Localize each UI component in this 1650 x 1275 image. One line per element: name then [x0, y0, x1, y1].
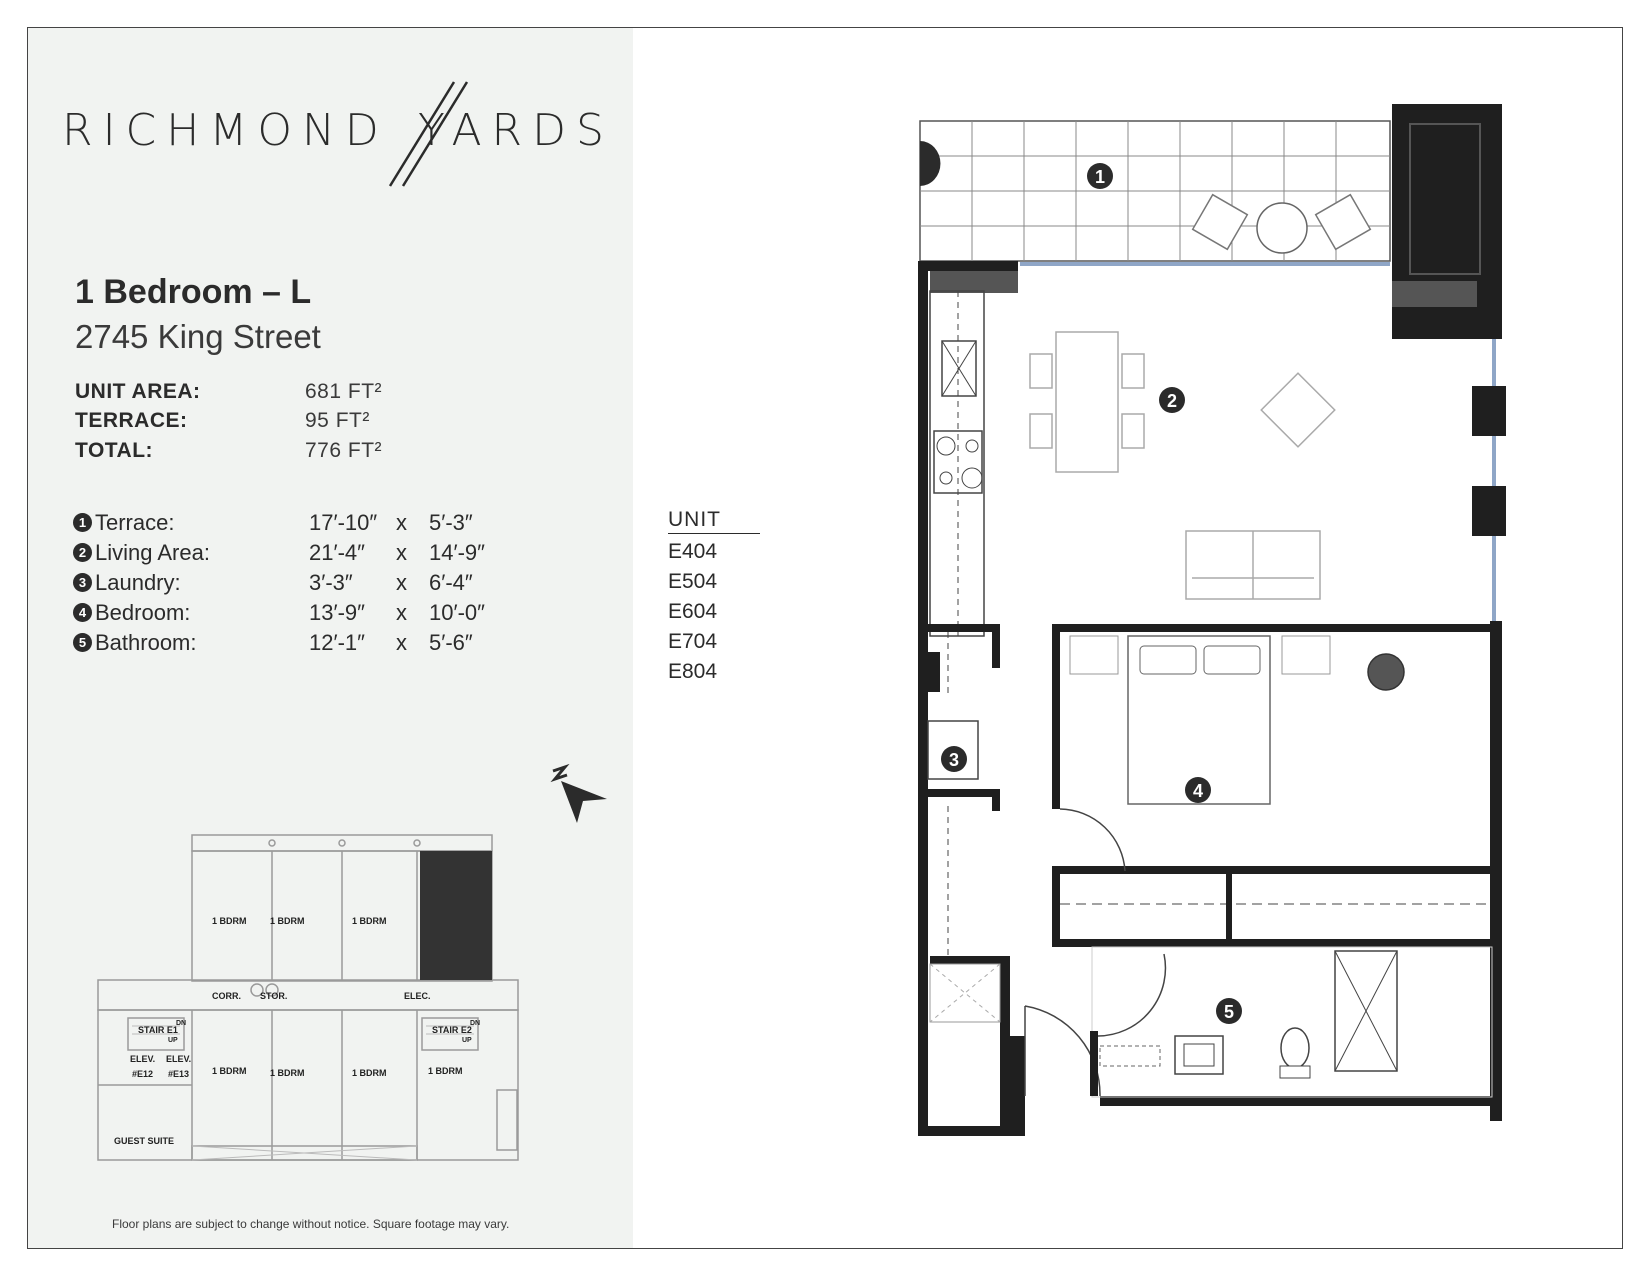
key-plan-label: 1 BDRM	[352, 916, 387, 926]
room-number-badge: 2	[73, 543, 92, 562]
room-name: Terrace:	[95, 510, 175, 535]
room-dim-length: 5′-6″	[429, 630, 473, 655]
unit-title: 1 Bedroom – L	[75, 273, 312, 311]
unit-list-item: E404	[668, 540, 718, 563]
area-label: TOTAL:	[75, 439, 154, 462]
room-marker-label: 1	[1094, 167, 1106, 187]
key-plan-label: ELEV.	[166, 1054, 192, 1064]
room-marker-label: 2	[1166, 391, 1178, 411]
key-plan-label: 1 BDRM	[428, 1066, 463, 1076]
room-name: Bedroom:	[95, 600, 191, 625]
room-dim-separator: x	[396, 540, 407, 565]
room-dim-length: 14′-9″	[429, 540, 485, 565]
room-marker-4	[1185, 777, 1211, 803]
key-plan-label: ELEC.	[404, 991, 431, 1001]
area-value: 95 FT²	[305, 409, 370, 432]
room-row-laundry	[73, 570, 523, 598]
unit-list-item: E504	[668, 570, 718, 593]
living-furniture	[1030, 332, 1335, 599]
area-value: 681 FT²	[305, 380, 383, 403]
room-marker-2	[1159, 387, 1185, 413]
brand-logo	[60, 78, 614, 190]
room-name: Living Area:	[95, 540, 210, 565]
room-dim-width: 12′-1″	[309, 630, 365, 655]
room-dim-length: 5′-3″	[429, 510, 473, 535]
room-dim-separator: x	[396, 510, 407, 535]
room-row-bedroom	[73, 600, 523, 628]
room-dim-length: 6′-4″	[429, 570, 473, 595]
hall-closet	[930, 806, 1002, 1022]
room-dim-separator: x	[396, 570, 407, 595]
room-marker-label: 5	[1223, 1002, 1235, 1022]
key-plan-label: 1 BDRM	[352, 1068, 387, 1078]
key-plan-label: GUEST SUITE	[114, 1136, 175, 1146]
room-dim-width: 17′-10″	[309, 510, 378, 535]
bedroom-area	[1052, 624, 1492, 947]
area-label: UNIT AREA:	[75, 380, 201, 403]
key-plan-label: 1 BDRM	[212, 1066, 247, 1076]
unit-list-underline	[668, 533, 760, 534]
unit-address: 2745 King Street	[75, 318, 321, 355]
logo-word-left: RICHMOND	[62, 105, 389, 156]
room-number-badge: 3	[73, 573, 92, 592]
key-plan-label: CORR.	[212, 991, 241, 1001]
room-dim-width: 21′-4″	[309, 540, 365, 565]
logo-word-right: YARDS	[418, 105, 614, 156]
room-number-badge: 5	[73, 633, 92, 652]
key-plan-label: DN	[470, 1020, 481, 1027]
key-plan-label: #E12	[132, 1069, 154, 1079]
room-dim-width: 13′-9″	[309, 600, 365, 625]
room-name: Bathroom:	[95, 630, 197, 655]
room-dim-separator: x	[396, 630, 407, 655]
key-plan-label: UP	[462, 1037, 472, 1044]
key-plan-label: 1 BDRM	[270, 1068, 305, 1078]
room-marker-label: 4	[1192, 781, 1204, 801]
key-plan-label: #E13	[168, 1069, 190, 1079]
laundry-area	[920, 624, 1000, 811]
room-dim-separator: x	[396, 600, 407, 625]
key-plan-label: 1 BDRM	[270, 916, 305, 926]
entry-door	[1025, 1006, 1100, 1096]
room-name: Laundry:	[95, 570, 181, 595]
unit-list-item: E804	[668, 660, 718, 683]
unit-list-header: UNIT	[668, 508, 721, 531]
area-label: TERRACE:	[75, 409, 188, 432]
key-plan-label: STOR.	[260, 991, 288, 1001]
terrace-area	[920, 121, 1390, 261]
key-plan	[92, 830, 532, 1170]
key-plan-label: UP	[168, 1037, 178, 1044]
key-plan-label: STAIR E2	[432, 1025, 472, 1035]
room-marker-3	[941, 746, 967, 772]
disclaimer-text: Floor plans are subject to change without notice. Square footage may vary.	[112, 1217, 510, 1231]
room-marker-5	[1216, 998, 1242, 1024]
key-plan-label: 1 BDRM	[212, 916, 247, 926]
kitchen-counter	[930, 291, 984, 636]
unit-list-item: E604	[668, 600, 718, 623]
room-dim-width: 3′-3″	[309, 570, 353, 595]
room-number-badge: 4	[73, 603, 92, 622]
unit-floor-plan	[900, 96, 1520, 1166]
bathroom-area	[1090, 947, 1492, 1097]
room-row-living	[73, 540, 523, 568]
key-plan-label: STAIR E1	[138, 1025, 178, 1035]
room-marker-1	[1087, 163, 1113, 189]
room-row-bathroom	[73, 630, 523, 658]
unit-list-item: E704	[668, 630, 718, 653]
key-plan-highlighted-unit	[420, 851, 492, 980]
room-dim-length: 10′-0″	[429, 600, 485, 625]
room-number-badge: 1	[73, 513, 92, 532]
room-row-terrace	[73, 510, 523, 538]
north-arrow-icon	[545, 763, 615, 825]
area-value: 776 FT²	[305, 439, 383, 462]
key-plan-label: DN	[176, 1020, 187, 1027]
room-marker-label: 3	[948, 750, 960, 770]
key-plan-label: ELEV.	[130, 1054, 156, 1064]
